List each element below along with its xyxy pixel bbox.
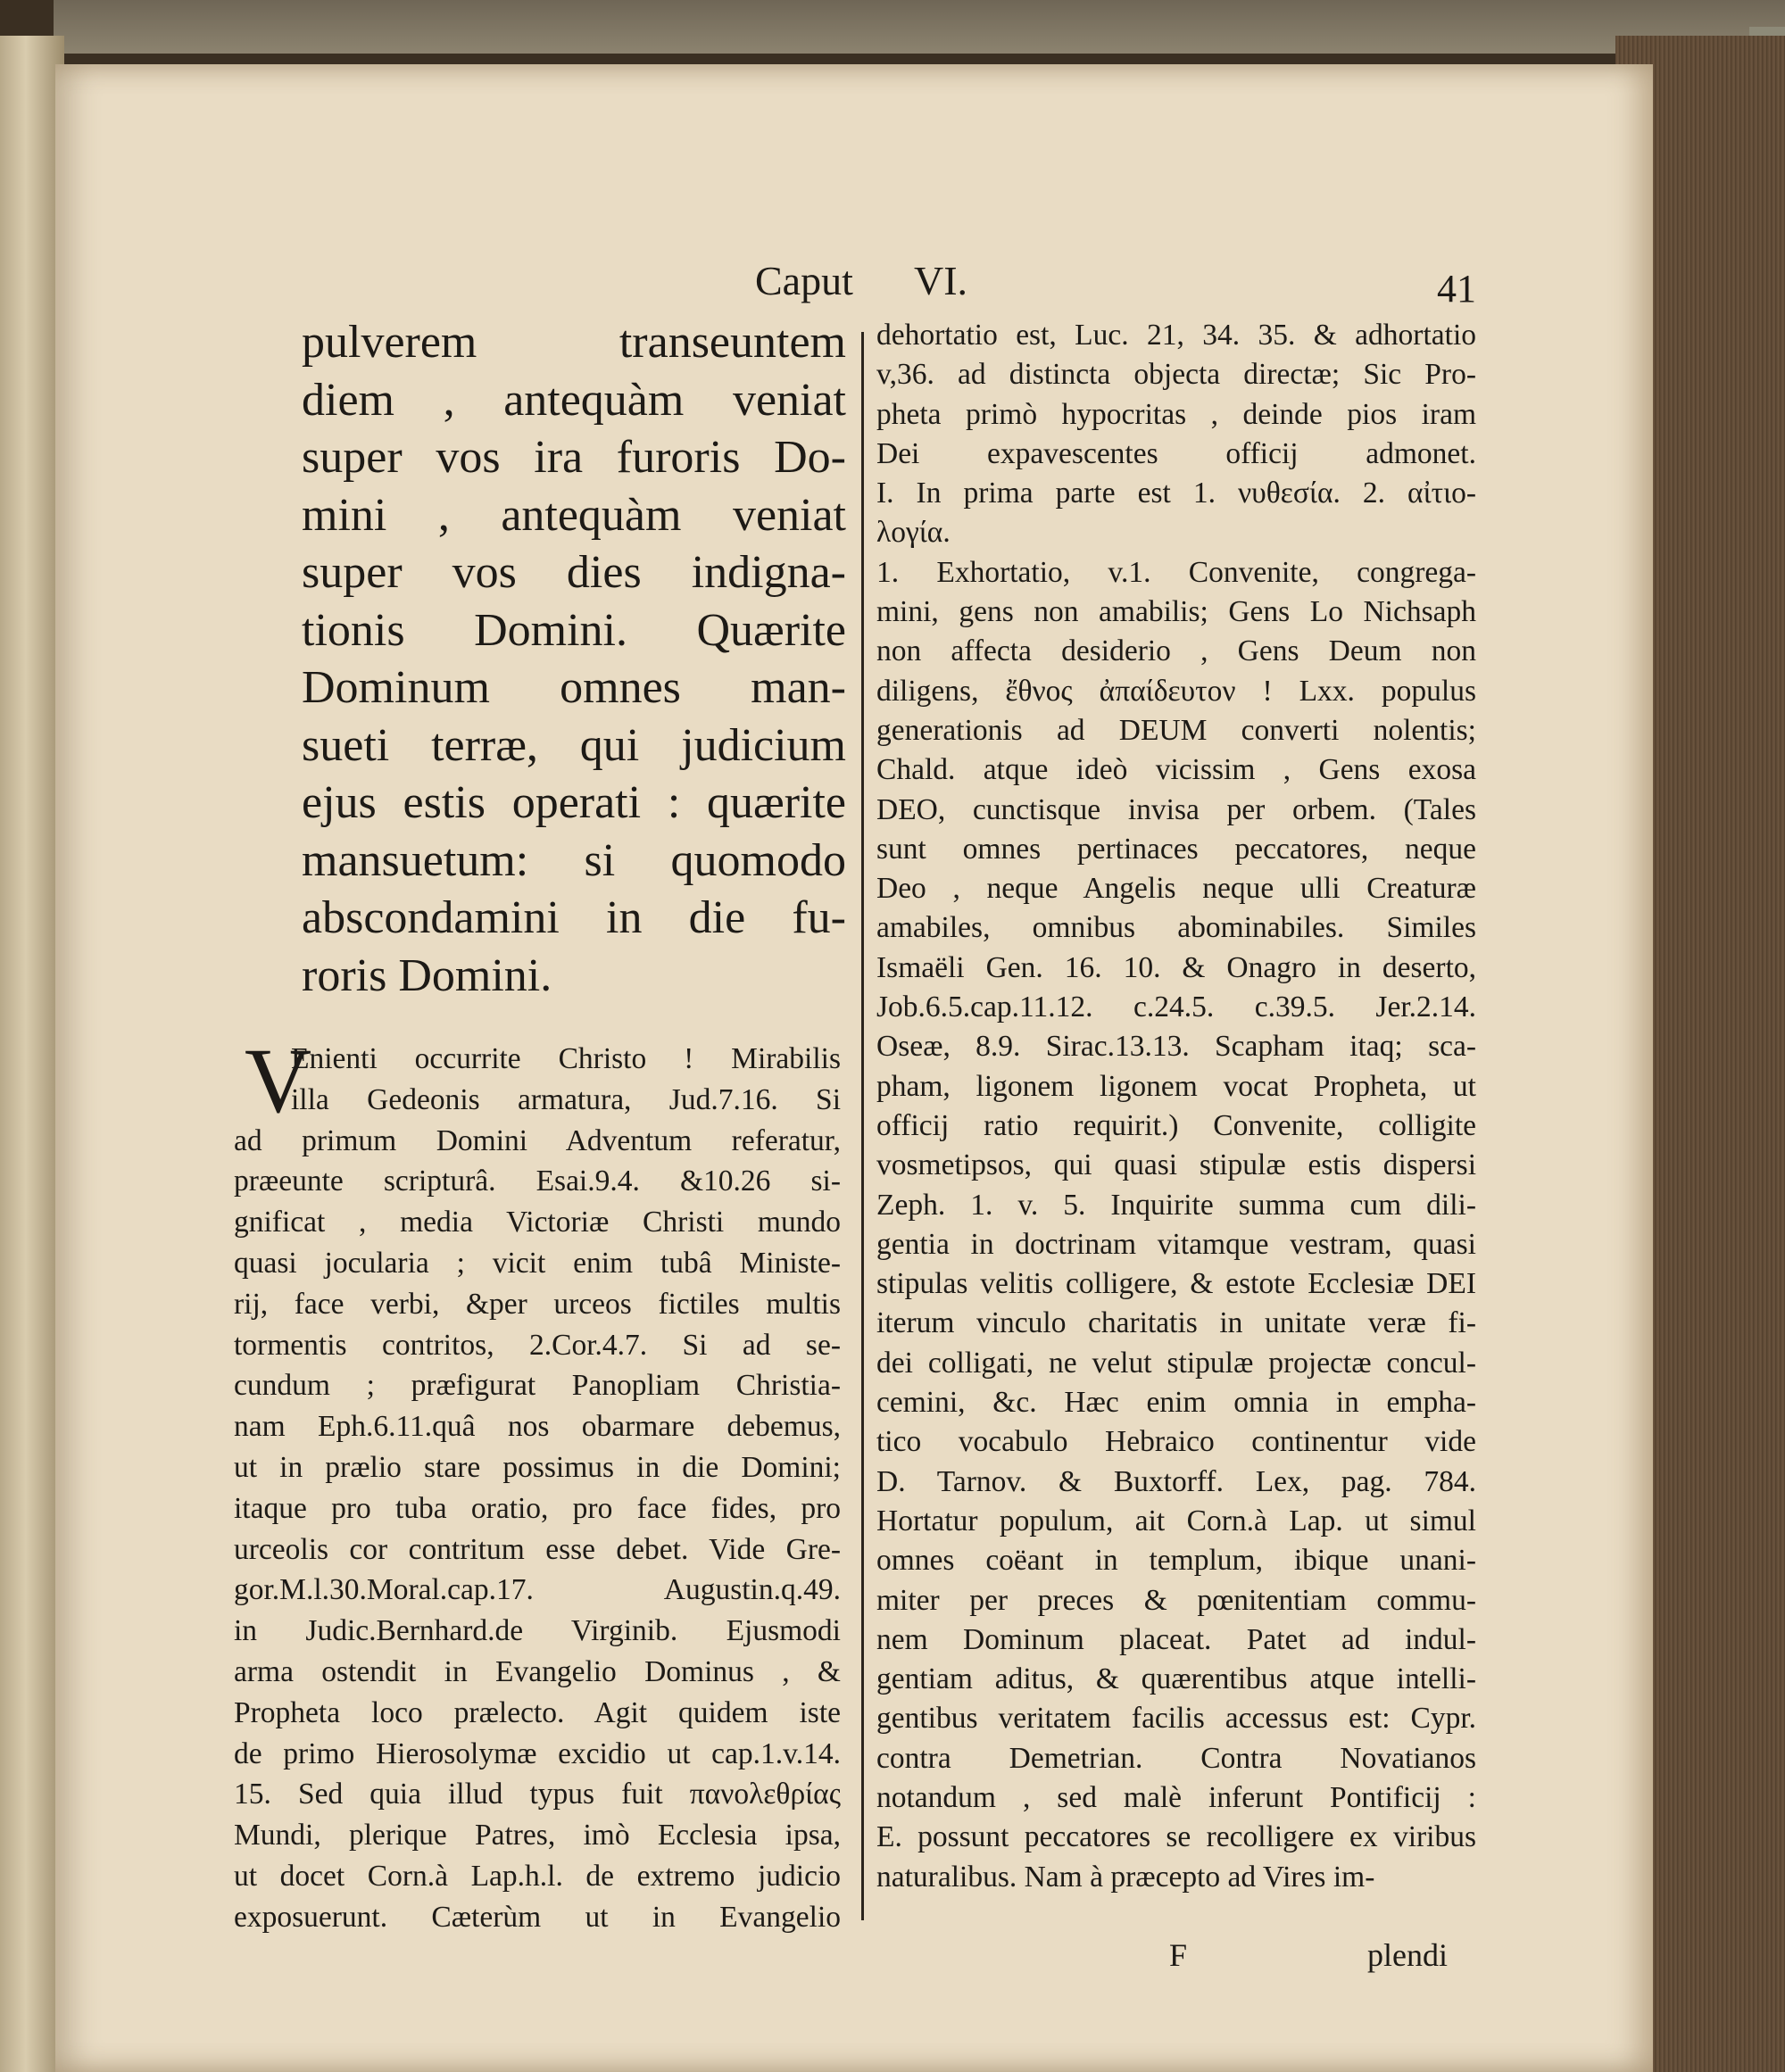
text-line: non affecta desiderio , Gens Deum non [876, 634, 1476, 668]
text-line: diem , antequàm veniat [302, 374, 846, 426]
book-top-edge [54, 0, 1785, 54]
text-line: in Judic.Bernhard.de Virginib. Ejusmodi [234, 1614, 841, 1648]
text-line: diligens, ἔθνος ἀπαίδευτον ! Lxx. populus [876, 674, 1476, 708]
text-line: dehortatio est, Luc. 21, 34. 35. & adhortatio [876, 319, 1476, 352]
text-line: gentiam aditus, & quærentibus atque intelli- [876, 1662, 1476, 1696]
text-line: tionis Domini. Quærite [302, 604, 846, 656]
text-line: urceolis cor contritum esse debet. Vide Gre- [234, 1532, 841, 1566]
text-line: E. possunt peccatores se recolligere ex viribus [876, 1820, 1476, 1854]
text-line: ad primum Domini Adventum referatur, [234, 1123, 841, 1157]
commentary-right-column [876, 316, 1476, 1897]
text-line: gentibus veritatem facilis accessus est: Cypr. [876, 1702, 1476, 1736]
text-line: I. In prima parte est 1. νυθεσία. 2. αἰτιο- [876, 477, 1476, 510]
text-line: sueti terræ, qui judicium [302, 719, 846, 771]
running-head-caput: Caput [755, 258, 853, 303]
text-line: Hortatur populum, ait Corn.à Lap. ut simul [876, 1504, 1476, 1537]
text-line: illa Gedeonis armatura, Jud.7.16. Si [291, 1082, 841, 1116]
text-line: amabiles, omnibus abominabiles. Similes [876, 911, 1476, 945]
text-line: quasi jocularia ; vicit enim tubâ Ministe- [234, 1246, 841, 1280]
text-line: iterum vinculo charitatis in unitate veræ fi- [876, 1306, 1476, 1340]
text-line: DEO, cunctisque invisa per orbem. (Tales [876, 792, 1476, 826]
text-line: Enienti occurrite Christo ! Mirabilis [291, 1042, 841, 1075]
text-line: pham, ligonem ligonem vocat Propheta, ut [876, 1069, 1476, 1103]
text-line: ut in prælio stare possimus in die Domini; [234, 1450, 841, 1484]
text-line: gnificat , media Victoriæ Christi mundo [234, 1206, 841, 1239]
text-line: D. Tarnov. & Buxtorff. Lex, pag. 784. [876, 1464, 1476, 1498]
text-line: v,36. ad distincta objecta directæ; Sic Pro- [876, 358, 1476, 392]
text-line: gor.M.l.30.Moral.cap.17. Augustin.q.49. [234, 1573, 841, 1607]
column-divider [861, 332, 864, 1920]
text-line: Propheta loco prælecto. Agit quidem iste [234, 1695, 841, 1729]
text-line: officij ratio requirit.) Convenite, colligite [876, 1108, 1476, 1142]
drop-cap: V [245, 1030, 312, 1132]
text-line: mini , antequàm veniat [302, 489, 846, 541]
text-line: nem Dominum placeat. Patet ad indul- [876, 1622, 1476, 1656]
text-line: rij, face verbi, &per urceos fictiles multis [234, 1287, 841, 1321]
text-line: Dominum omnes man- [302, 662, 846, 713]
text-line: sunt omnes pertinaces peccatores, neque [876, 832, 1476, 866]
page-number: 41 [1437, 267, 1476, 311]
text-line: tico vocabulo Hebraico continentur vide [876, 1425, 1476, 1459]
text-line: cundum ; præfigurat Panopliam Christia- [234, 1369, 841, 1403]
text-line: Job.6.5.cap.11.12. c.24.5. c.39.5. Jer.2.14. [876, 990, 1476, 1024]
text-line: pheta primò hypocritas , deinde pios iram [876, 397, 1476, 431]
running-head [55, 187, 1653, 311]
text-line: stipulas velitis colligere, & estote Ecclesiæ DEI [876, 1267, 1476, 1301]
text-line: naturalibus. Nam à præcepto ad Vires im- [876, 1860, 1375, 1894]
text-line: abscondamini in die fu- [302, 892, 846, 943]
catchword: plendi [1367, 1937, 1448, 1973]
running-head-chapter-number: VI. [914, 258, 968, 303]
text-line: super vos ira furoris Do- [302, 432, 846, 483]
text-line: ejus estis operati : quærite [302, 777, 846, 828]
text-line: notandum , sed malè inferunt Pontificij : [876, 1780, 1476, 1814]
text-line: Deo , neque Angelis neque ulli Creaturæ [876, 872, 1476, 906]
text-line: Oseæ, 8.9. Sirac.13.13. Scapham itaq; sca- [876, 1030, 1476, 1064]
text-line: omnes coëant in templum, ibique unani- [876, 1544, 1476, 1578]
text-line: super vos dies indigna- [302, 547, 846, 598]
signature-mark: F [1169, 1937, 1188, 1973]
book-page [55, 64, 1653, 2072]
text-line: arma ostendit in Evangelio Dominus , & [234, 1654, 841, 1688]
commentary-left-column [234, 1039, 841, 1938]
text-line: vosmetipsos, qui quasi stipulæ estis dispersi [876, 1148, 1476, 1182]
text-line: Ismaëli Gen. 16. 10. & Onagro in deserto, [876, 950, 1476, 984]
text-line: Chald. atque ideò vicissim , Gens exosa [876, 753, 1476, 787]
scripture-text-column [302, 314, 846, 1005]
text-line: Dei expavescentes officij admonet. [876, 436, 1476, 470]
text-line: pulverem transeuntem [302, 317, 846, 368]
text-line: mansuetum: si quomodo [302, 834, 846, 886]
text-line: miter per preces & pœnitentiam commu- [876, 1583, 1476, 1617]
text-line: roris Domini. [302, 949, 552, 1001]
text-line: tormentis contritos, 2.Cor.4.7. Si ad se- [234, 1328, 841, 1362]
text-line: mini, gens non amabilis; Gens Lo Nichsaph [876, 595, 1476, 629]
text-line: exposuerunt. Cæterùm ut in Evangelio [234, 1900, 841, 1934]
text-line: dei colligati, ne velut stipulæ projectæ concul- [876, 1346, 1476, 1380]
text-line: itaque pro tuba oratio, pro face fides, pro [234, 1491, 841, 1525]
text-line: 15. Sed quia illud typus fuit πανολεθρίας [234, 1778, 841, 1811]
text-line: gentia in doctrinam vitamque vestram, quasi [876, 1227, 1476, 1261]
text-line: 1. Exhortatio, v.1. Convenite, congrega- [876, 555, 1476, 589]
text-line: generationis ad DEUM converti nolentis; [876, 713, 1476, 747]
text-line: cemini, &c. Hæc enim omnia in empha- [876, 1386, 1476, 1420]
text-line: nam Eph.6.11.quâ nos obarmare debemus, [234, 1410, 841, 1444]
text-line: λογία. [876, 516, 951, 550]
text-line: ut docet Corn.à Lap.h.l. de extremo judicio [234, 1859, 841, 1893]
text-line: contra Demetrian. Contra Novatianos [876, 1741, 1476, 1775]
text-line: Zeph. 1. v. 5. Inquirite summa cum dili- [876, 1188, 1476, 1222]
text-line: Mundi, plerique Patres, imò Ecclesia ipsa, [234, 1819, 841, 1852]
text-line: præeunte scripturâ. Esai.9.4. &10.26 si- [234, 1164, 841, 1198]
text-line: de primo Hierosolymæ excidio ut cap.1.v.14. [234, 1736, 841, 1770]
